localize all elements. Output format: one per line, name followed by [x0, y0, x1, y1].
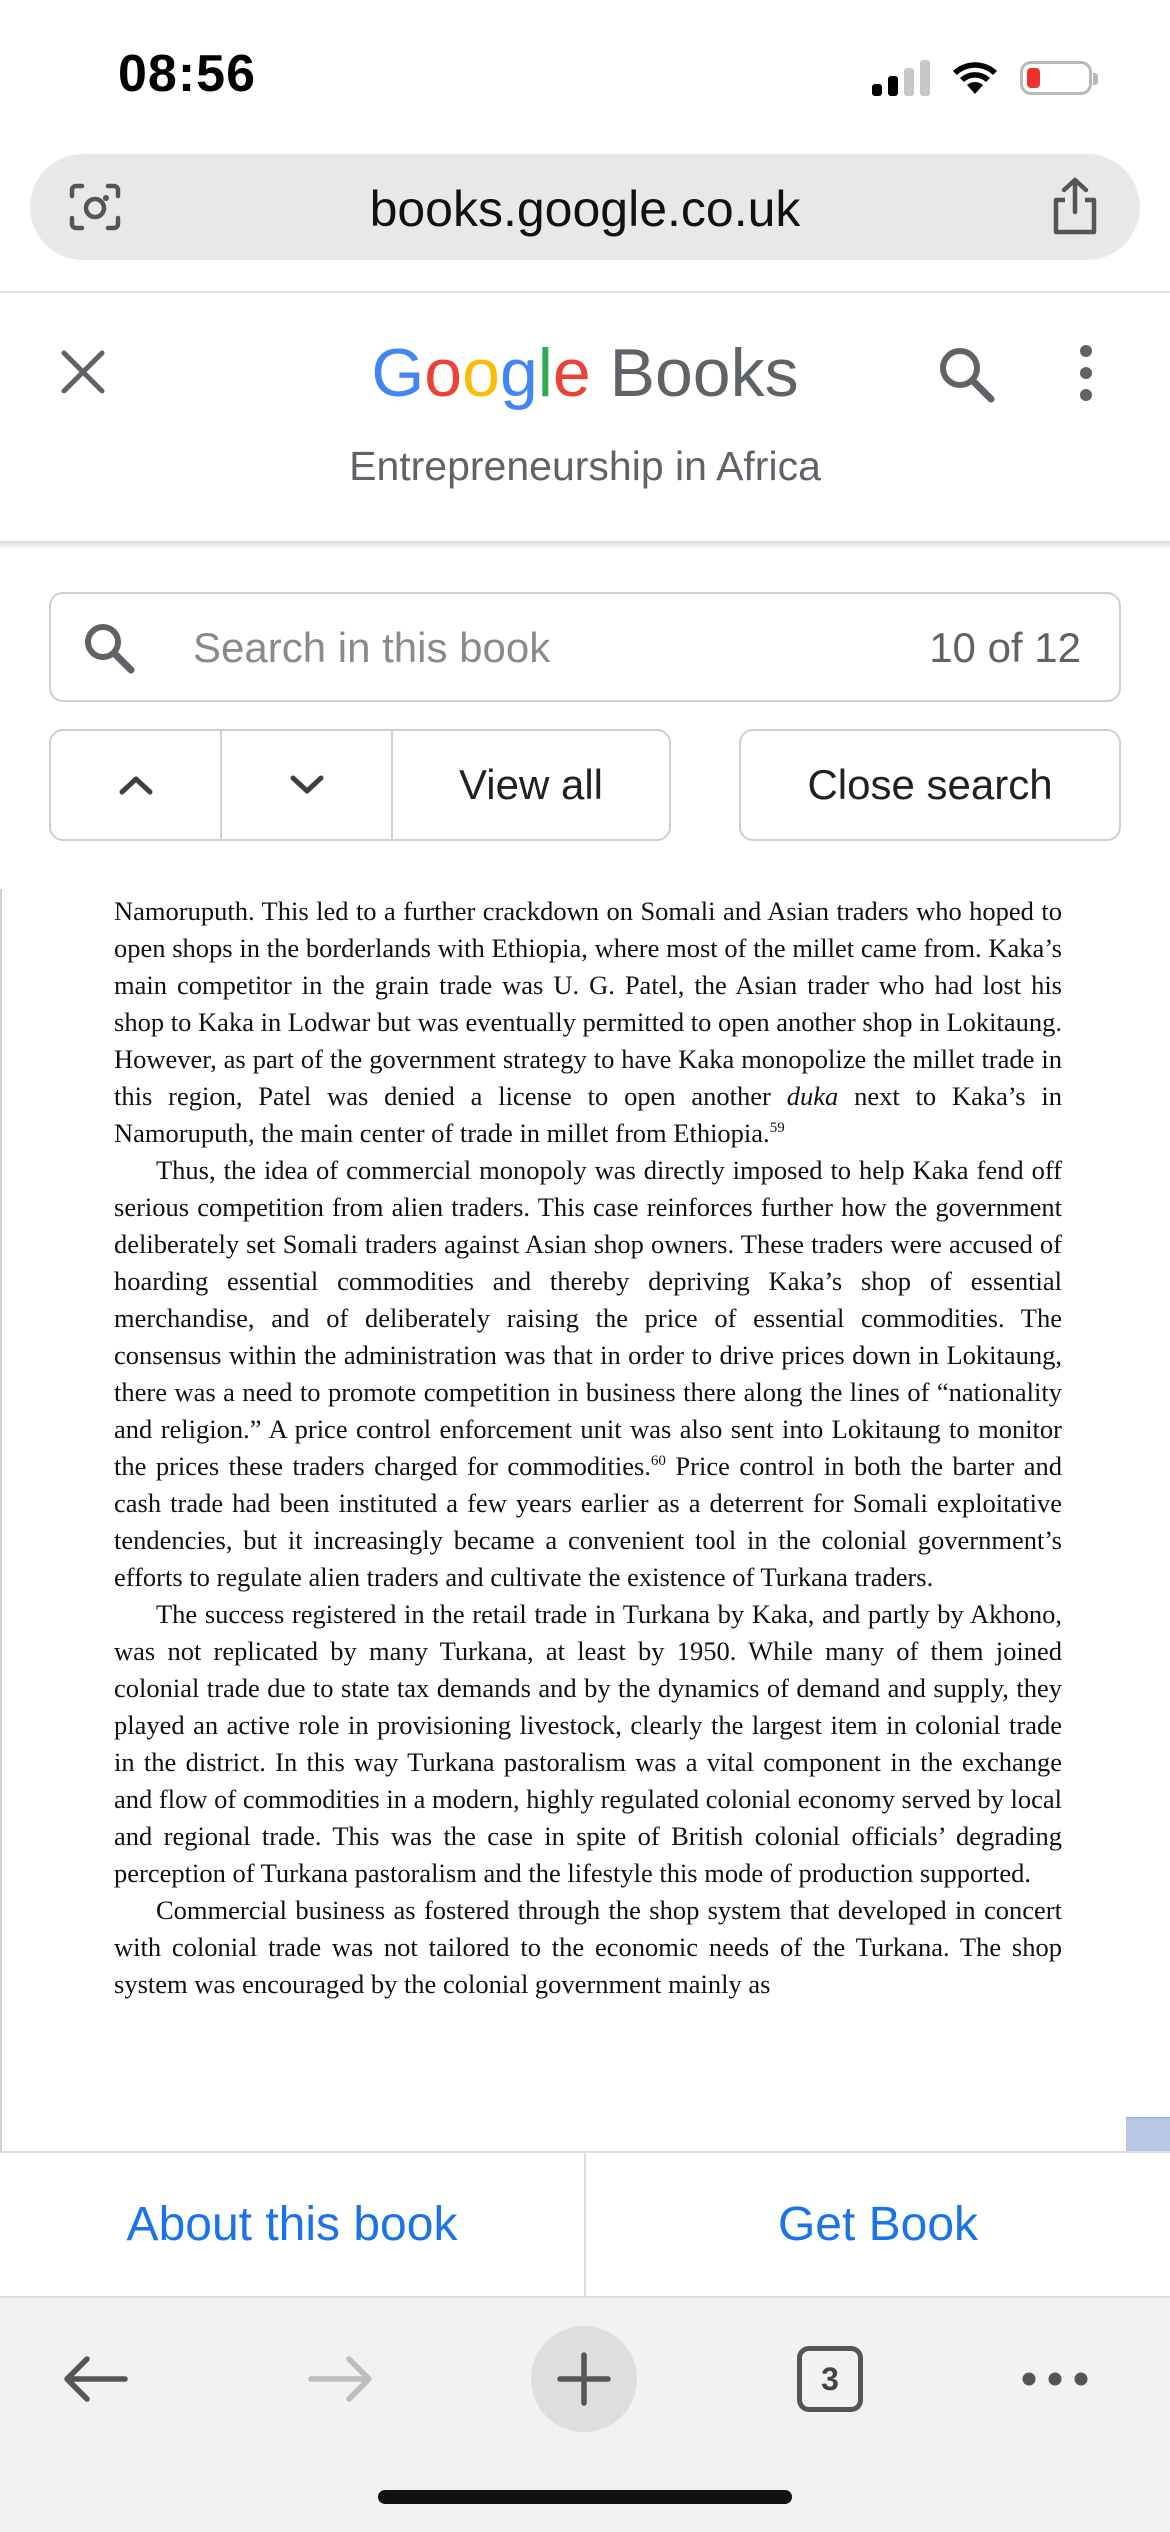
cellular-signal-icon: [872, 60, 930, 96]
wordmark-letter: o: [424, 335, 463, 411]
page-scroll-thumb[interactable]: [1126, 2117, 1170, 2151]
search-icon[interactable]: [935, 343, 997, 405]
back-button[interactable]: [50, 2334, 140, 2424]
header-shadow: [0, 541, 1170, 549]
wordmark-letter: g: [499, 335, 538, 411]
footnote-marker: 59: [769, 1120, 785, 1137]
tab-count: 3: [797, 2346, 863, 2412]
status-bar: [0, 0, 1170, 150]
result-navigation: [49, 729, 671, 841]
status-time: 08:56: [118, 45, 256, 103]
search-panel: [0, 549, 1170, 889]
more-vert-icon[interactable]: [1070, 343, 1102, 403]
result-count: 10 of 12: [929, 624, 1081, 671]
url-text[interactable]: books.google.co.uk: [369, 181, 801, 237]
book-action-bar: [0, 2151, 1170, 2296]
search-input[interactable]: [191, 614, 875, 682]
chevron-up-icon: [116, 772, 156, 798]
book-title: Entrepreneurship in Africa: [349, 443, 821, 489]
arrow-forward-icon: [305, 2351, 377, 2407]
books-header: [0, 293, 1170, 543]
page-text: [114, 893, 1062, 2003]
search-box[interactable]: [49, 592, 1121, 702]
more-horiz-icon: [1019, 2369, 1091, 2389]
chevron-down-icon: [287, 772, 327, 798]
search-icon: [81, 620, 137, 676]
wordmark-letter: G: [371, 335, 425, 411]
wordmark-letter: e: [552, 335, 591, 411]
forward-button[interactable]: [296, 2334, 386, 2424]
status-icons: [872, 56, 1092, 100]
wifi-icon: [952, 60, 998, 96]
battery-icon: [1020, 61, 1092, 95]
paragraph: Commercial business as fostered through the shop system that developed in concert with colonial trade was not tailored to the economic needs of the Turkana. The shop system was encouraged by the colonial government mainly as: [114, 1895, 1062, 1999]
book-page[interactable]: [0, 889, 1170, 2151]
close-search-button[interactable]: Close search: [739, 729, 1121, 841]
wordmark-letter: o: [462, 335, 500, 411]
get-book-link[interactable]: Get Book: [777, 2198, 979, 2251]
home-indicator: [378, 2490, 792, 2504]
next-result-button[interactable]: [222, 731, 393, 839]
previous-result-button[interactable]: [51, 731, 222, 839]
books-wordmark: Books: [609, 335, 799, 411]
arrow-back-icon: [59, 2351, 131, 2407]
share-icon[interactable]: [1048, 176, 1102, 236]
paragraph: Namoruputh. This led to a further crackdown on Somali and Asian traders who hoped to open shops in the borderlands with Ethiopia, where most of the millet came from. Kaka’s main competitor in the grain trade was U. G. Patel, the Asian trader who had lost his shop to Kaka in Lodwar but was eventually permitted to open another shop in Lokitaung. However, as part of the government strategy to have Kaka monopolize the millet trade in this region, Patel was denied a license to open another duka next to Kaka’s in Namoruputh, the main center of trade in millet from Ethiopia.$^{59}$: [114, 896, 1063, 1148]
address-bar[interactable]: [30, 154, 1140, 260]
paragraph: Thus, the idea of commercial monopoly was directly imposed to help Kaka fend off serious competition from alien traders. This case reinforces further how the government deliberately set Somali traders against Asian shop owners. These traders were accused of hoarding essential commodities and thereby depriving Kaka’s shop of essential merchandise, and of deliberately raising the price of essential commodities. The consensus within the administration was that in order to drive prices down in Lokitaung, there was a need to promote competition in business there along the lines of “nationality and religion.” A price control enforcement unit was also sent into Lokitaung to monitor the prices these traders charged for commodities.$^{60}$ Price control in both the barter and cash trade had been instituted a few years earlier as a deterrent for Somali exploitative tendencies, but it increasingly became a convenient tool in the colonial government’s efforts to regulate alien traders and cultivate the existence of Turkana traders.: [114, 1155, 1062, 1592]
view-all-button[interactable]: View all: [459, 761, 603, 808]
footnote-marker: 60: [650, 1453, 666, 1470]
google-wordmark: [371, 335, 590, 411]
tab-switcher-button[interactable]: [790, 2334, 870, 2424]
paragraph: The success registered in the retail trade in Turkana by Kaka, and partly by Akhono, was not replicated by many Turkana, at least by 1950. While many of them joined colonial trade due to state tax demands and by the dynamics of demand and supply, they played an active role in provisioning livestock, clearly the largest item in colonial trade in the district. In this way Turkana pastoralism was a vital component in the exchange and flow of commodities in a modern, highly regulated colonial economy served by local and regional trade. This was the case in spite of British colonial officials’ degrading perception of Turkana pastoralism and the lifestyle this mode of production supported.: [114, 1599, 1062, 1888]
new-tab-button[interactable]: [531, 2326, 637, 2432]
wordmark-letter: l: [537, 335, 553, 411]
more-menu-button[interactable]: [1010, 2334, 1100, 2424]
plus-icon: [556, 2351, 612, 2407]
about-this-book-link[interactable]: About this book: [0, 2153, 586, 2296]
